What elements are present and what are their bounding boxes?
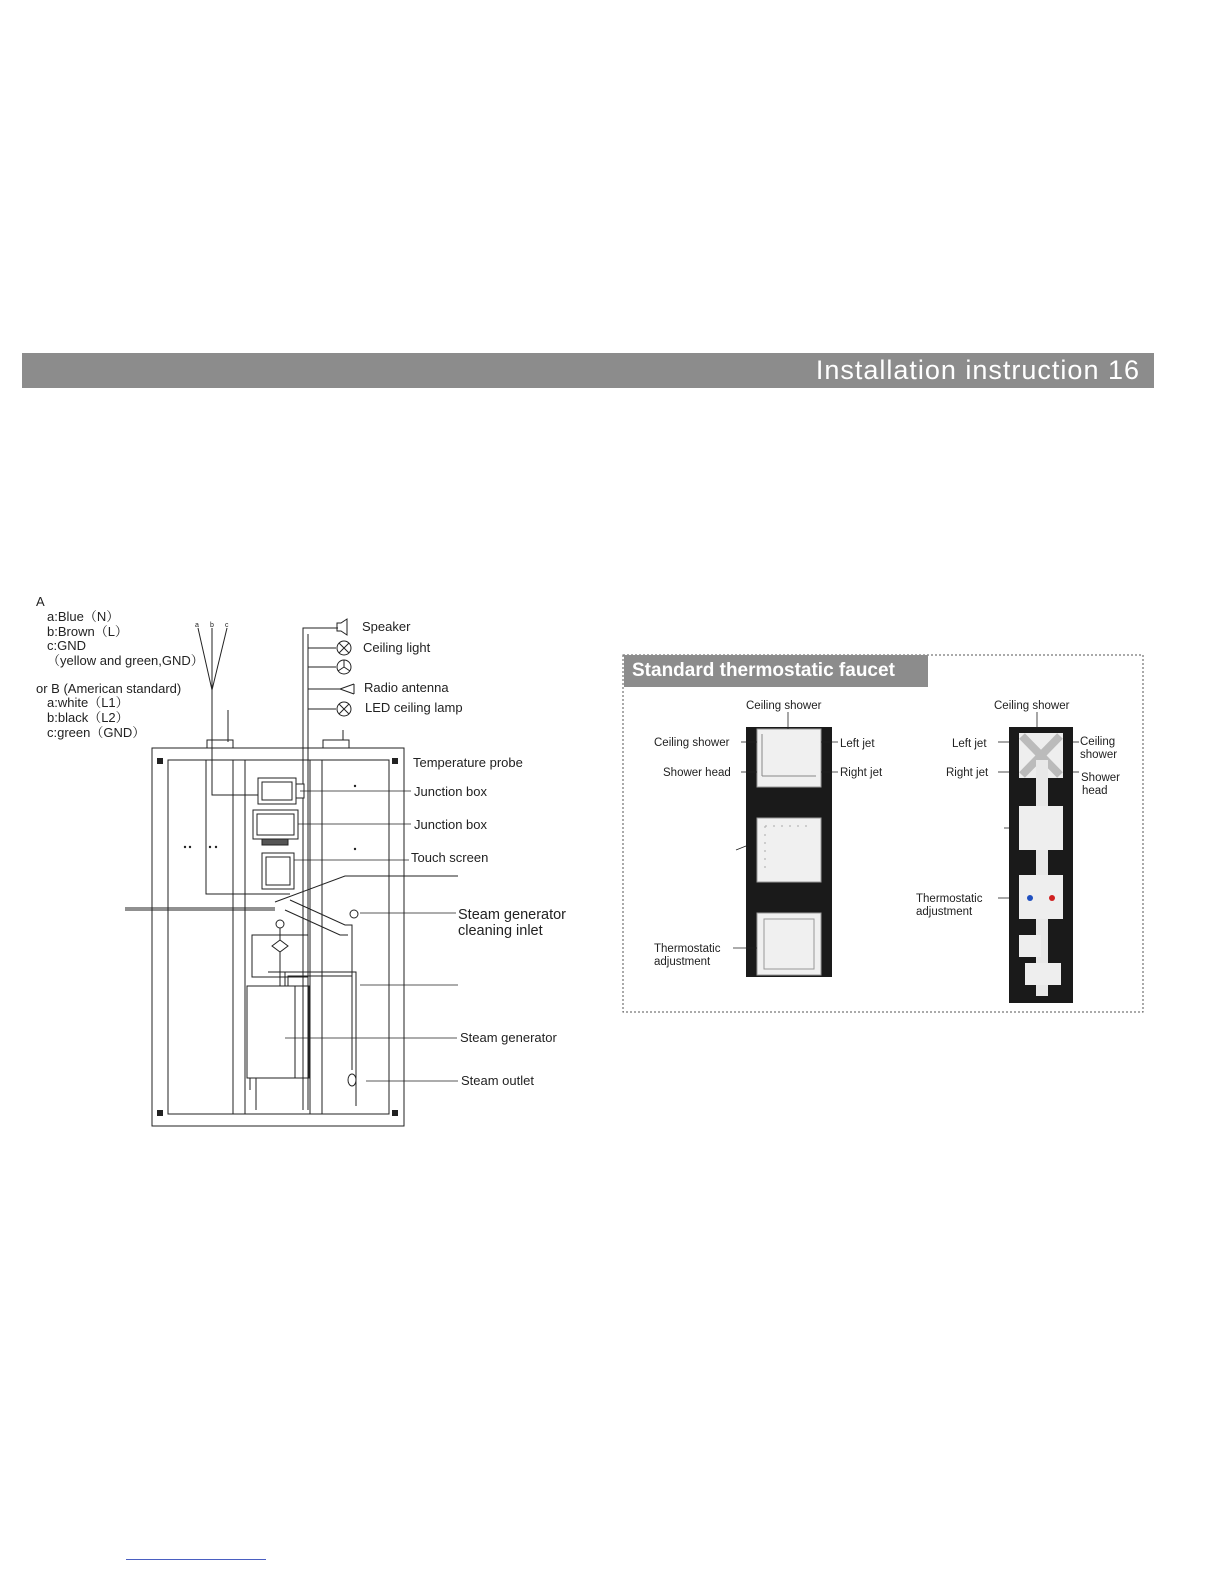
thermostatic-mixing-valve — [1019, 875, 1063, 919]
faucet-panel-header — [624, 655, 928, 687]
radio-antenna-icon — [340, 684, 354, 694]
faucet-left-thermo-label-line1: Thermostatic — [654, 943, 721, 955]
footer-rule — [126, 1559, 266, 1560]
hot-water-indicator — [1049, 895, 1055, 901]
ceiling-light-icon — [337, 641, 351, 655]
power-cable — [198, 628, 228, 750]
faucet-left-ceiling-shower-label: Ceiling shower — [654, 737, 730, 749]
faucet-right-right-jet-label: Right jet — [946, 767, 989, 779]
option-a-line-3: c:GND — [47, 638, 86, 653]
steam-cleaning-inlet-label-line2: cleaning inlet — [458, 923, 543, 939]
speaker-icon — [337, 619, 347, 635]
faucet-left-top-label: Ceiling shower — [746, 700, 822, 712]
page-title: Installation instruction 16 — [815, 355, 1140, 385]
speaker-label: Speaker — [362, 619, 411, 634]
faucet-left-left-jet-label: Left jet — [840, 738, 875, 750]
option-b-line-1: a:white（L1） — [47, 695, 129, 710]
option-a-line-1: a:Blue（N） — [47, 609, 120, 624]
faucet-right-thermo-label-line2: adjustment — [916, 906, 973, 918]
option-a-line-2: b:Brown（L） — [47, 624, 128, 639]
junction-box-1-label: Junction box — [414, 784, 487, 799]
cold-water-indicator — [1027, 895, 1033, 901]
led-lamp-icon — [337, 702, 351, 716]
faucet-left-thermo-label-line2: adjustment — [654, 956, 711, 968]
touch-screen-box — [262, 853, 294, 889]
faucet-left-right-jet-label: Right jet — [840, 767, 883, 779]
wire-letter-c: c — [225, 622, 229, 629]
faucet-right-shower-label-line2: head — [1082, 785, 1108, 797]
leader-lines — [285, 791, 458, 1081]
faucet-right-left-jet-label: Left jet — [952, 738, 987, 750]
ceiling-devices — [337, 619, 354, 716]
option-a-line-4: （yellow and green,GND） — [47, 653, 204, 668]
faucet-left-shower-head-label: Shower head — [663, 767, 731, 779]
option-b-heading: or B (American standard) — [36, 681, 182, 696]
steam-outlet-label: Steam outlet — [461, 1073, 534, 1088]
diverter-valve-middle — [1019, 806, 1063, 850]
wire-letter-a: a — [195, 622, 199, 629]
option-b-line-2: b:black（L2） — [47, 710, 129, 725]
touch-screen-label: Touch screen — [411, 850, 489, 865]
option-b-line-3: c:green（GND） — [47, 725, 146, 740]
ceiling-light-label: Ceiling light — [363, 640, 431, 655]
steam-cleaning-inlet-label-line1: Steam generator — [458, 907, 567, 923]
led-ceiling-lamp-label: LED ceiling lamp — [365, 700, 463, 715]
steam-generator-body — [247, 986, 309, 1078]
faucet-right-ceiling-label-line2: shower — [1080, 749, 1118, 761]
control-panel-strip — [746, 727, 832, 977]
temperature-probe-label: Temperature probe — [413, 755, 523, 770]
faucet-right-top-label: Ceiling shower — [994, 700, 1070, 712]
thermostat-plate — [757, 913, 821, 975]
fan-icon — [337, 660, 351, 674]
selector-plate-middle — [757, 818, 821, 882]
selector-plate-top — [757, 729, 821, 787]
radio-antenna-label: Radio antenna — [364, 680, 449, 695]
faucet-panel-title: Standard thermostatic faucet — [632, 660, 895, 681]
steam-generator-label: Steam generator — [460, 1030, 557, 1045]
thermostatic-faucet-unit — [1009, 727, 1073, 1003]
junction-box-2-label: Junction box — [414, 817, 487, 832]
faucet-right-thermo-label-line1: Thermostatic — [916, 893, 983, 905]
faucet-right-shower-label-line1: Shower — [1081, 772, 1120, 784]
junction-box-1 — [258, 778, 304, 804]
faucet-right-ceiling-label-line1: Ceiling — [1080, 736, 1116, 748]
option-a-heading: A — [36, 594, 45, 609]
wire-letter-b: b — [210, 622, 214, 629]
junction-box-2 — [253, 810, 298, 845]
